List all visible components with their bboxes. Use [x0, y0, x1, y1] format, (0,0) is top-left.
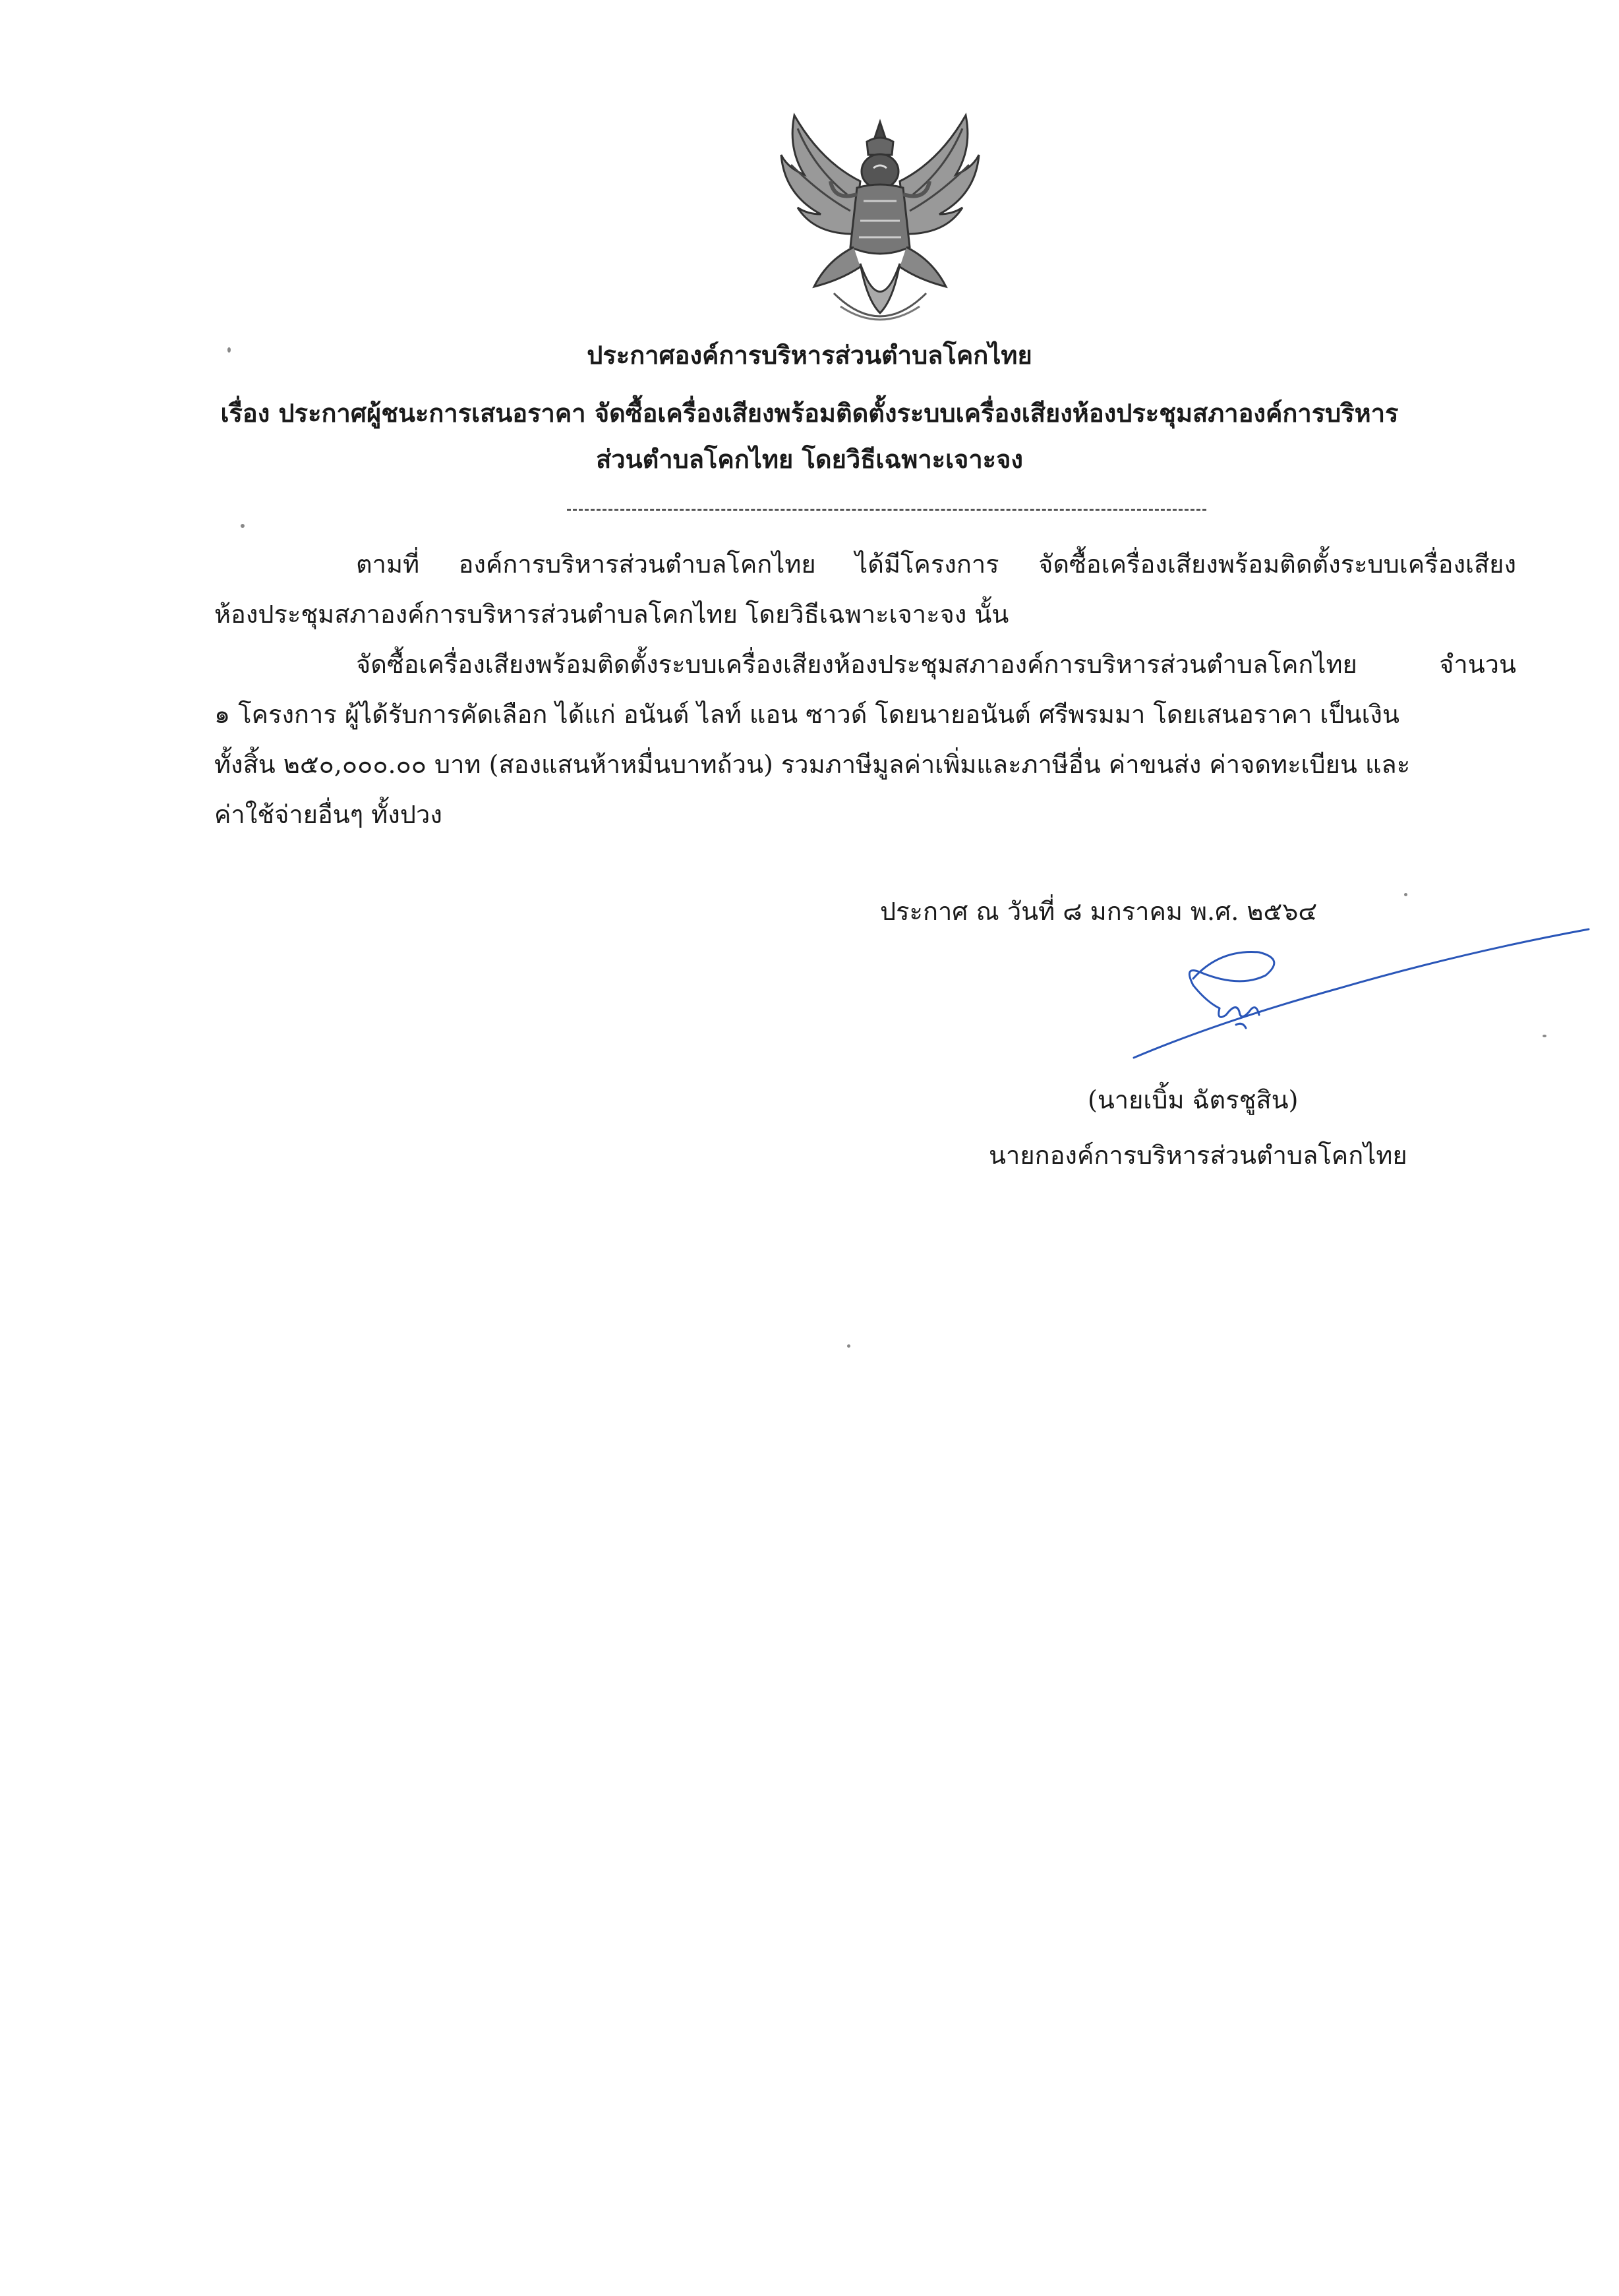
paragraph-line: ค่าใช้จ่ายอื่นๆ ทั้งปวง — [214, 800, 442, 829]
signer-position: นายกองค์การบริหารส่วนตำบลโคกไทย — [989, 1141, 1407, 1170]
scan-speck — [241, 524, 245, 528]
paragraph-line: จัดซื้อเครื่องเสียงพร้อมติดตั้งระบบเครื่องเสียงห้องประชุมสภาองค์การบริหารส่วนตำบลโคกไทย จำนวน — [356, 650, 1516, 679]
garuda-emblem-icon — [768, 102, 992, 339]
announcement-title: ประกาศองค์การบริหารส่วนตำบลโคกไทย — [587, 340, 1032, 370]
subject-line: เรื่อง ประกาศผู้ชนะการเสนอราคา จัดซื้อเครื่องเสียงพร้อมติดตั้งระบบเครื่องเสียงห้องประชุมสภาองค์การบริหาร — [220, 398, 1399, 428]
paragraph-line: ทั้งสิ้น ๒๕๐,๐๐๐.๐๐ บาท (สองแสนห้าหมื่นบาทถ้วน) รวมภาษีมูลค่าเพิ่มและภาษีอื่น ค่าขนส่ง ค่าจดทะเบียน และ — [214, 750, 1411, 779]
signature-image — [1121, 923, 1595, 1074]
scan-speck — [227, 347, 231, 353]
scan-speck — [1404, 893, 1407, 896]
paragraph-line: ตามที่ องค์การบริหารส่วนตำบลโคกไทย ได้มีโครงการ จัดซื้อเครื่องเสียงพร้อมติดตั้งระบบเครื่องเสียง — [356, 550, 1516, 579]
paragraph-award — [214, 639, 1516, 840]
paragraph-line: ห้องประชุมสภาองค์การบริหารส่วนตำบลโคกไทย โดยวิธีเฉพาะเจาะจง นั้น — [214, 600, 1009, 629]
scan-speck — [847, 1344, 850, 1348]
signer-name: (นายเบิ้ม ฉัตรชูสิน) — [1088, 1085, 1299, 1114]
divider — [567, 509, 1206, 511]
subject-line-continued: ส่วนตำบลโคกไทย โดยวิธีเฉพาะเจาะจง — [596, 444, 1023, 474]
scan-speck — [1543, 1035, 1546, 1037]
paragraph-intro — [214, 539, 1516, 639]
paragraph-line: ๑ โครงการ ผู้ได้รับการคัดเลือก ได้แก่ อนันต์ ไลท์ แอน ซาวด์ โดยนายอนันต์ ศรีพรมมา โดยเสนอราคา เป็นเงิน — [214, 700, 1399, 729]
announcement-date: ประกาศ ณ วันที่ ๘ มกราคม พ.ศ. ๒๕๖๔ — [880, 897, 1318, 926]
